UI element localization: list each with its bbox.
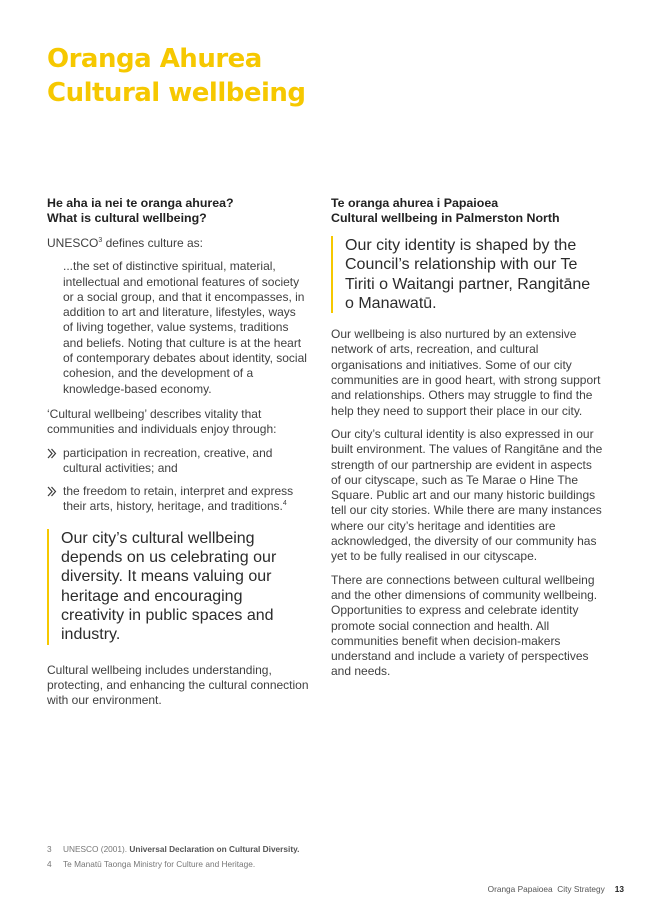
pull-quote: Our city identity is shaped by the Council’s relationship with our Te Tiriti o Waitangi partner, Rangitāne o Manawatū. — [331, 236, 603, 313]
closing-paragraph: Cultural wellbeing includes understanding, protecting, and enhancing the cultural connection with our environment. — [47, 662, 309, 708]
page-title — [47, 42, 306, 110]
right-heading-english: Cultural wellbeing in Palmerston North — [331, 211, 560, 225]
footnote-title: Universal Declaration on Cultural Diversity. — [129, 844, 300, 854]
double-chevron-right-icon — [47, 486, 57, 497]
paragraph-built-environment: Our city’s cultural identity is also expressed in our built environment. The values of Rangitāne and the strength of our partnership are evident in aspects of our cityscape, such as Te Marae o Hine The Square. Public art and our many historic buildings tell our city stories. While there are many instances where our city’s heritage and identities are acknowledged, the diversity of our community has yet to be fully realised in our cityscape. — [331, 426, 603, 564]
footnote-4 — [47, 859, 299, 870]
right-heading-maori: Te oranga ahurea i Papaioea — [331, 196, 499, 210]
page-number: 13 — [614, 884, 624, 894]
page-footer — [488, 884, 624, 894]
left-column — [47, 196, 309, 716]
bullet-list — [47, 446, 309, 515]
unesco-quote: ...the set of distinctive spiritual, material, intellectual and emotional features of society or a social group, and that it encompasses, in addition to art and literature, lifestyles, ways of living together, value systems, traditions and beliefs. Noting that culture is at the heart of contemporary debates about identity, social cohesion, and the development of a knowledge-based economy. — [63, 259, 307, 396]
footnotes — [47, 844, 299, 874]
pull-quote: Our city’s cultural wellbeing depends on us celebrating our diversity. It means valuing our heritage and encouraging creativity in public spaces and industry. — [47, 529, 309, 645]
paragraph-connections: There are connections between cultural wellbeing and the other dimensions of community wellbeing. Opportunities to express and celebrate identity promote social connection and health. All communities benefit when decision-makers understand and include a variety of perspectives and needs. — [331, 572, 598, 679]
left-heading-english: What is cultural wellbeing? — [47, 211, 207, 225]
footnote-text: Te Manatū Taonga Ministry for Culture and Heritage. — [63, 859, 256, 869]
list-item — [47, 446, 309, 477]
right-column — [331, 196, 603, 688]
vitality-paragraph: ‘Cultural wellbeing’ describes vitality that communities and individuals enjoy through: — [47, 406, 277, 437]
double-chevron-right-icon — [47, 448, 57, 459]
title-maori: Oranga Ahurea — [47, 44, 262, 74]
unesco-intro — [47, 236, 309, 251]
list-item — [47, 484, 309, 515]
bullet-text: the freedom to retain, interpret and express their arts, history, heritage, and traditions. — [63, 484, 294, 514]
footnote-ref-4: 4 — [282, 500, 287, 508]
footer-label: Oranga Papaioea City Strategy — [487, 884, 605, 894]
title-english: Cultural wellbeing — [47, 78, 306, 108]
left-heading-maori: He aha ia nei te oranga ahurea? — [47, 196, 234, 210]
right-heading — [331, 196, 603, 226]
left-heading — [47, 196, 309, 226]
footnote-ref-3: 3 — [98, 237, 103, 244]
footnote-3 — [47, 844, 299, 855]
paragraph-arts-network: Our wellbeing is also nurtured by an extensive network of arts, recreation, and cultural organisations and initiatives. Some of our city communities are in good heart, with strong support and relationships. Others may struggle to find the help they need to support their place in our city. — [331, 327, 601, 418]
footnote-text: UNESCO (2001). — [63, 844, 130, 854]
bullet-text: participation in recreation, creative, and cultural activities; and — [63, 445, 273, 475]
footnote-number: 3 — [47, 844, 52, 854]
unesco-text: UNESCO — [47, 236, 99, 250]
footnote-number: 4 — [47, 859, 52, 869]
unesco-intro-rest: defines culture as: — [102, 236, 203, 250]
